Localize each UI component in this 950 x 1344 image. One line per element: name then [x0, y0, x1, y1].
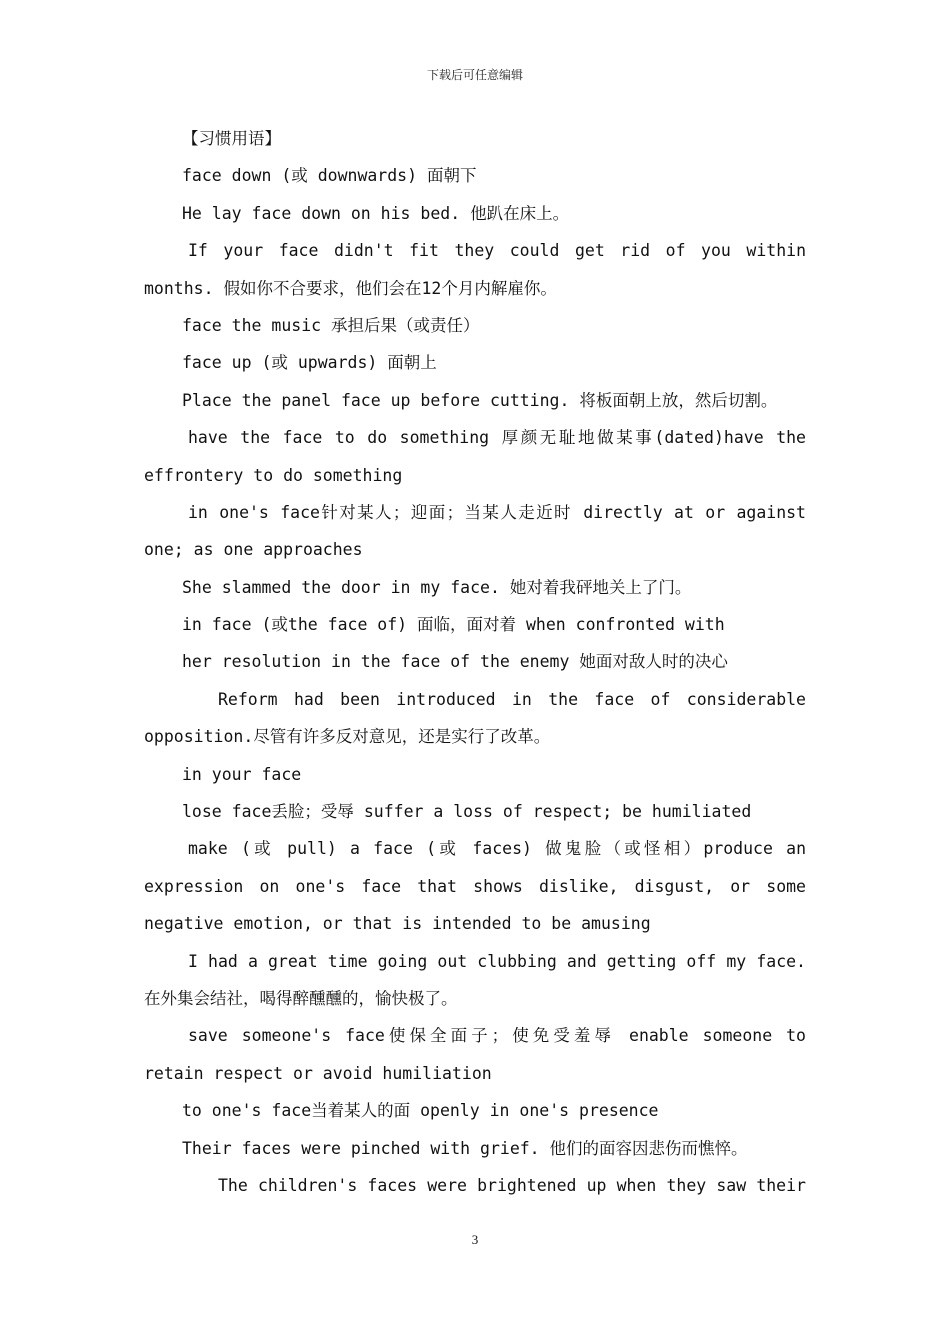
page-number: 3	[471, 1232, 479, 1247]
example-sentence: I had a great time going out clubbing and getting off my face.	[188, 951, 806, 971]
idiom-entry: face up (或 upwards) 面朝上	[182, 353, 437, 373]
idiom-entry-cont: negative emotion, or that is intended to be amusing	[144, 914, 651, 934]
idiom-entry: face down (或 downwards) 面朝下	[182, 166, 477, 186]
idiom-entry: face the music 承担后果（或责任）	[182, 315, 480, 335]
example-sentence: Their faces were pinched with grief. 他们的面容因悲伤而憔悴。	[182, 1138, 748, 1158]
example-sentence-cont: opposition.尽管有许多反对意见，还是实行了改革。	[144, 727, 551, 747]
idiom-entry: to one's face当着某人的面 openly in one's presence	[182, 1101, 659, 1121]
idiom-entry: in your face	[182, 764, 302, 784]
example-sentence: The children's faces were brightened up when they saw their	[218, 1175, 806, 1195]
example-sentence: He lay face down on his bed. 他趴在床上。	[182, 203, 570, 223]
example-sentence-cont: months. 假如你不合要求，他们会在12个月内解雇你。	[144, 278, 557, 298]
idiom-entry: in face (或the face of) 面临，面对着 when confronted with	[182, 615, 725, 635]
example-sentence: She slammed the door in my face. 她对着我砰地关上了门。	[182, 577, 692, 597]
idiom-entry-cont: retain respect or avoid humiliation	[144, 1063, 492, 1083]
idiom-entry-cont: one; as one approaches	[144, 540, 363, 560]
document-body	[144, 120, 806, 1204]
example-sentence: Reform had been introduced in the face of considerable	[218, 689, 806, 709]
section-heading: 【习惯用语】	[182, 129, 281, 148]
example-sentence: her resolution in the face of the enemy 她面对敌人时的决心	[182, 652, 728, 672]
idiom-entry-cont: expression on one's face that shows dislike, disgust, or some	[144, 876, 806, 896]
page-header: 下载后可任意编辑	[426, 68, 523, 82]
idiom-entry: make (或 pull) a face (或 faces) 做鬼脸（或怪相）produce an	[188, 839, 806, 859]
idiom-entry: have the face to do something 厚颜无耻地做某事(dated)have the	[188, 428, 806, 448]
idiom-entry: save someone's face使保全面子；使免受羞辱 enable someone to	[188, 1026, 806, 1046]
example-sentence-cont: 在外集会结社，喝得醉醺醺的，愉快极了。	[144, 988, 458, 1008]
idiom-entry: in one's face针对某人；迎面；当某人走近时 directly at or against	[188, 502, 806, 522]
idiom-entry: lose face丢脸；受辱 suffer a loss of respect; be humiliated	[182, 802, 752, 822]
idiom-entry-cont: effrontery to do something	[144, 465, 403, 485]
example-sentence: Place the panel face up before cutting. 将板面朝上放，然后切割。	[182, 390, 778, 410]
example-sentence: If your face didn't fit they could get rid of you within	[188, 241, 806, 261]
